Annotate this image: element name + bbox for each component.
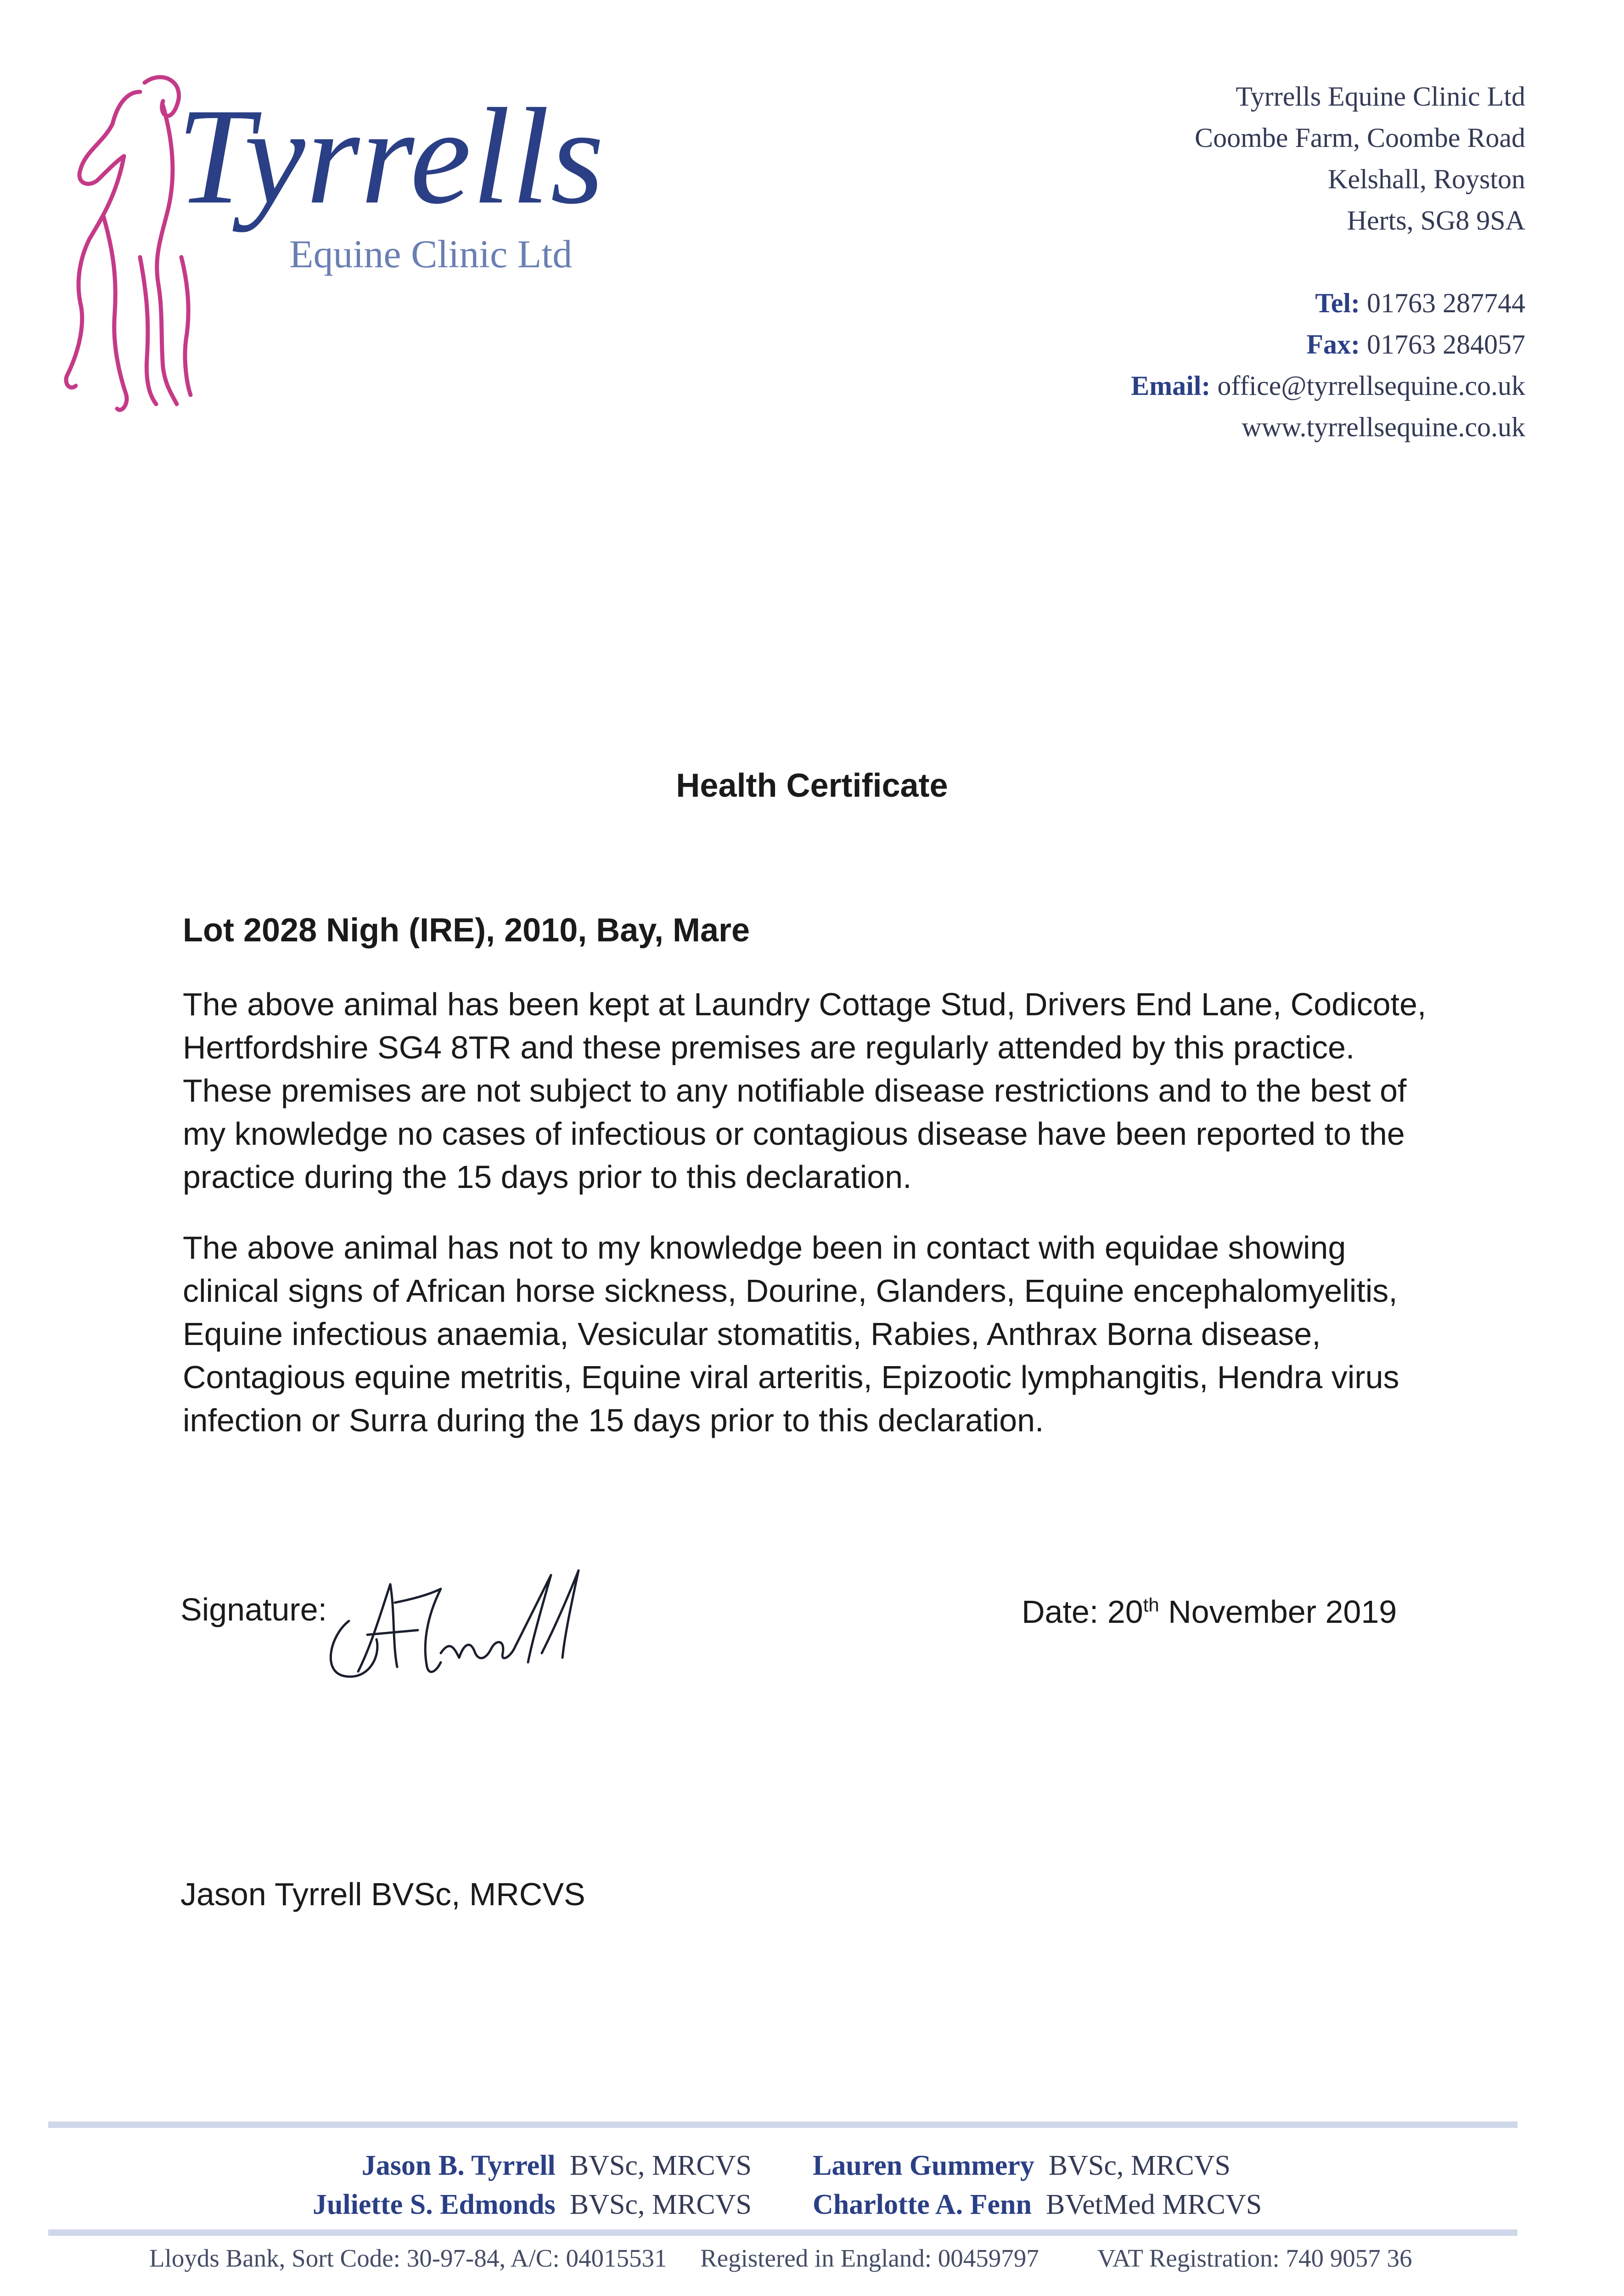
staff-name: Juliette S. Edmonds [312, 2189, 556, 2220]
address-line1: Coombe Farm, Coombe Road [1195, 123, 1525, 153]
declaration-paragraph-1: The above animal has been kept at Laundry Cottage Stud, Drivers End Lane, Codicote, Hertfordshire SG4 8TR and these premises are regularly attended by this practice. These premises are not subject to any notifiable disease restrictions and to the best of my knowledge no cases of infectious or contagious disease have been reported to the practice during the 15 days prior to this declaration. [183, 986, 1427, 1195]
staff-member-3 [313, 2190, 752, 2219]
staff-name: Jason B. Tyrrell [361, 2150, 556, 2181]
certificate-title: Health Certificate [676, 767, 948, 804]
logo-subtitle: Equine Clinic Ltd [289, 232, 573, 276]
staff-quals: BVetMed MRCVS [1046, 2189, 1262, 2220]
footer-divider-top [48, 2122, 1517, 2128]
contact-tel [1315, 289, 1525, 317]
fax-label: Fax: [1306, 329, 1360, 360]
staff-quals: BVSc, MRCVS [569, 2189, 752, 2220]
date-day: 20 [1107, 1594, 1143, 1630]
address-line2: Kelshall, Royston [1328, 164, 1525, 194]
staff-name: Lauren Gummery [813, 2150, 1034, 2181]
signatory-name: Jason Tyrrell BVSc, MRCVS [180, 1876, 585, 1912]
tel-label: Tel: [1315, 288, 1360, 318]
fax-value: 01763 284057 [1367, 329, 1525, 360]
lot-heading: Lot 2028 Nigh (IRE), 2010, Bay, Mare [183, 912, 750, 949]
date-month-year: November 2019 [1168, 1594, 1397, 1630]
staff-name: Charlotte A. Fenn [813, 2189, 1032, 2220]
staff-member-4 [813, 2190, 1262, 2219]
address-company: Tyrrells Equine Clinic Ltd [1236, 81, 1525, 112]
address-line3: Herts, SG8 9SA [1347, 205, 1525, 236]
date-suffix: th [1143, 1594, 1159, 1616]
contact-email [1131, 372, 1525, 400]
staff-quals: BVSc, MRCVS [569, 2150, 752, 2181]
tel-value: 01763 287744 [1367, 288, 1525, 318]
footer-divider-bottom [48, 2229, 1517, 2236]
handwritten-signature [312, 1566, 588, 1704]
horse-logo-icon [48, 64, 195, 432]
signature-label: Signature: [180, 1592, 327, 1627]
staff-member-2 [813, 2151, 1231, 2180]
email-label: Email: [1131, 371, 1211, 401]
bank-details: Lloyds Bank, Sort Code: 30-97-84, A/C: 04015531 [149, 2244, 667, 2272]
email-link[interactable]: office@tyrrellsequine.co.uk [1217, 371, 1525, 401]
company-registration: Registered in England: 00459797 [700, 2244, 1039, 2272]
date-line [1022, 1593, 1397, 1630]
vat-registration: VAT Registration: 740 9057 36 [1097, 2244, 1412, 2272]
logo-wordmark: Tyrrells [177, 80, 605, 232]
staff-quals: BVSc, MRCVS [1048, 2150, 1231, 2181]
website-link[interactable]: www.tyrrellsequine.co.uk [1242, 412, 1525, 442]
contact-fax [1306, 331, 1525, 358]
staff-member-1 [362, 2151, 752, 2180]
declaration-paragraph-2: The above animal has not to my knowledge been in contact with equidae showing clinical signs of African horse sickness, Dourine, Glanders, Equine encephalomyelitis, Equine infectious anaemia, Vesicular stomatitis, Rabies, Anthrax Borna disease, Contagious equine metritis, Equine viral arteritis, Epizootic lymphangitis, Hendra virus infection or Surra during the 15 days prior to this declaration. [183, 1230, 1399, 1438]
date-label: Date: [1022, 1594, 1099, 1630]
